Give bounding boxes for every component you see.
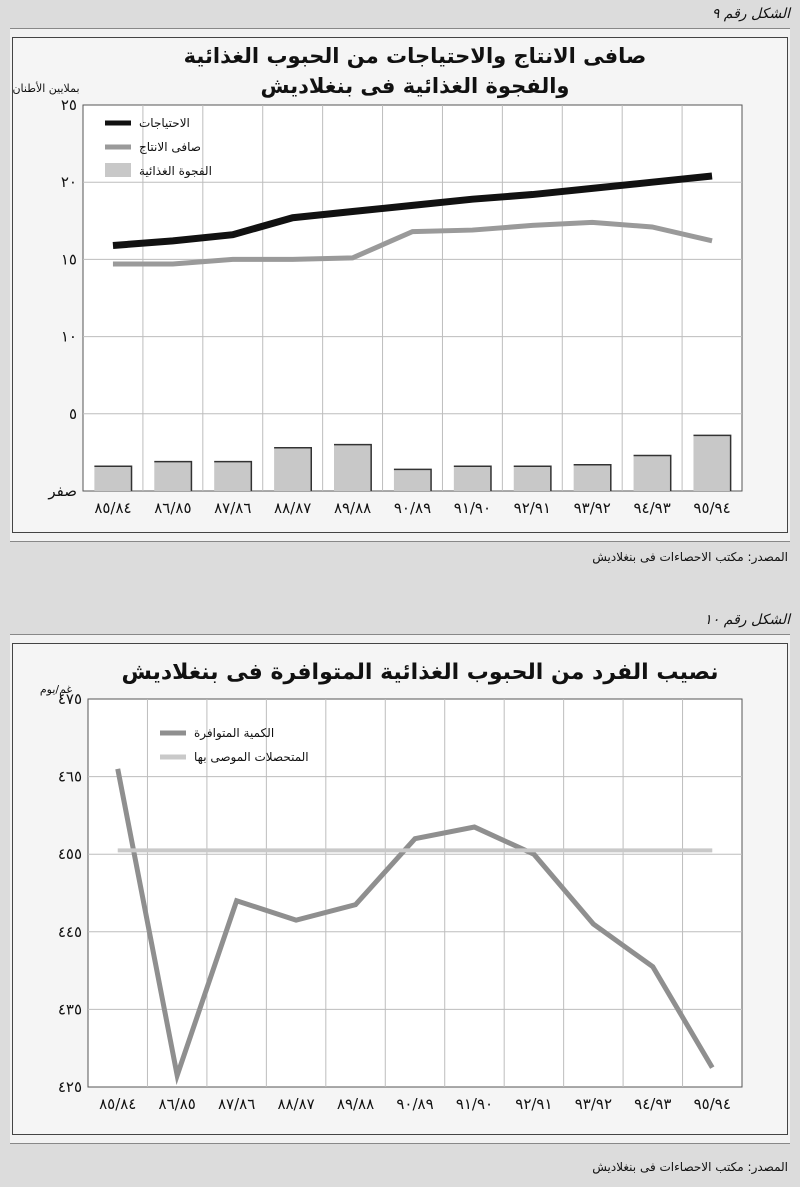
x-tick-label: ٨٩/٨٨ — [336, 1095, 375, 1113]
bar — [214, 462, 251, 491]
x-tick-label: ٨٩/٨٨ — [333, 499, 372, 517]
bar — [334, 445, 371, 491]
x-tick-label: ٩١/٩٠ — [455, 1095, 494, 1113]
y-axis-label: غم/يوم — [39, 683, 73, 696]
bar — [514, 466, 551, 491]
chart-title: صافى الانتاج والاحتياجات من الحبوب الغذائية — [183, 44, 647, 68]
y-tick-label: ١٥ — [60, 250, 77, 269]
x-tick-label: ٨٨/٨٧ — [277, 1095, 315, 1113]
x-tick-label: ٩٤/٩٣ — [634, 1095, 672, 1113]
y-tick-label: صفر — [48, 482, 77, 500]
x-tick-label: ٨٦/٨٥ — [154, 499, 192, 517]
x-tick-label: ٩٣/٩٢ — [573, 499, 611, 517]
bar — [94, 466, 131, 491]
bar — [634, 455, 671, 491]
y-tick-label: ٤٦٥ — [57, 767, 82, 786]
figure-label: الشكل رقم ٩ — [711, 6, 790, 22]
x-tick-label: ٨٥/٨٤ — [94, 499, 132, 517]
y-tick-label: ٤٤٥ — [57, 922, 82, 941]
y-tick-label: ٢٥ — [60, 96, 77, 114]
legend-swatch — [105, 163, 131, 177]
y-axis-label: بملايين الأطنان — [12, 82, 80, 95]
bar — [274, 448, 311, 491]
chart-panel — [10, 28, 790, 542]
x-tick-label: ٩٥/٩٤ — [693, 1095, 731, 1113]
figure-label: الشكل رقم ١٠ — [704, 612, 790, 628]
source-note: المصدر: مكتب الاحصاءات فى بنغلاديش — [592, 550, 788, 564]
per-capita-chart — [10, 635, 790, 1143]
chart-title: نصيب الفرد من الحبوب الغذائية المتوافرة فى بنغلاديش — [121, 660, 719, 685]
y-tick-label: ١٠ — [60, 327, 77, 346]
x-tick-label: ٩٠/٨٩ — [393, 499, 432, 517]
x-tick-label: ٨٥/٨٤ — [99, 1095, 137, 1113]
legend-label: الفجوة الغذائية — [139, 164, 212, 178]
y-tick-label: ٥ — [68, 404, 77, 423]
plot-area — [88, 699, 742, 1087]
x-tick-label: ٨٦/٨٥ — [158, 1095, 196, 1113]
y-tick-label: ٤٧٥ — [57, 690, 82, 708]
plot-area — [83, 105, 742, 491]
food-grain-chart — [10, 29, 790, 541]
legend-label: المتحصلات الموصى بها — [194, 750, 309, 764]
y-tick-label: ٢٠ — [60, 173, 77, 192]
x-tick-label: ٩٢/٩١ — [515, 1095, 553, 1113]
x-tick-label: ٩٢/٩١ — [513, 499, 551, 517]
legend-label: الكمية المتوافرة — [194, 726, 275, 740]
legend-label: صافى الانتاج — [139, 140, 201, 154]
x-tick-label: ٩٤/٩٣ — [633, 499, 671, 517]
x-tick-label: ٩٠/٨٩ — [396, 1095, 434, 1113]
chart-panel — [10, 634, 790, 1144]
x-tick-label: ٩٣/٩٢ — [574, 1095, 613, 1113]
chart-subtitle: والفجوة الغذائية فى بنغلاديش — [260, 74, 570, 98]
y-tick-label: ٤٣٥ — [57, 1000, 82, 1019]
bar — [394, 469, 431, 491]
bar — [454, 466, 491, 491]
x-tick-label: ٨٧/٨٦ — [214, 499, 252, 517]
source-note: المصدر: مكتب الاحصاءات فى بنغلاديش — [592, 1160, 788, 1174]
bar — [154, 462, 191, 491]
bar — [574, 465, 611, 491]
x-tick-label: ٨٧/٨٦ — [217, 1095, 256, 1113]
y-tick-label: ٤٥٥ — [57, 845, 82, 864]
x-tick-label: ٨٨/٨٧ — [274, 499, 312, 517]
legend-label: الاحتياجات — [139, 116, 190, 130]
x-tick-label: ٩٥/٩٤ — [693, 499, 731, 517]
y-tick-label: ٤٢٥ — [57, 1078, 82, 1096]
x-tick-label: ٩١/٩٠ — [453, 499, 492, 517]
bar — [693, 435, 730, 491]
